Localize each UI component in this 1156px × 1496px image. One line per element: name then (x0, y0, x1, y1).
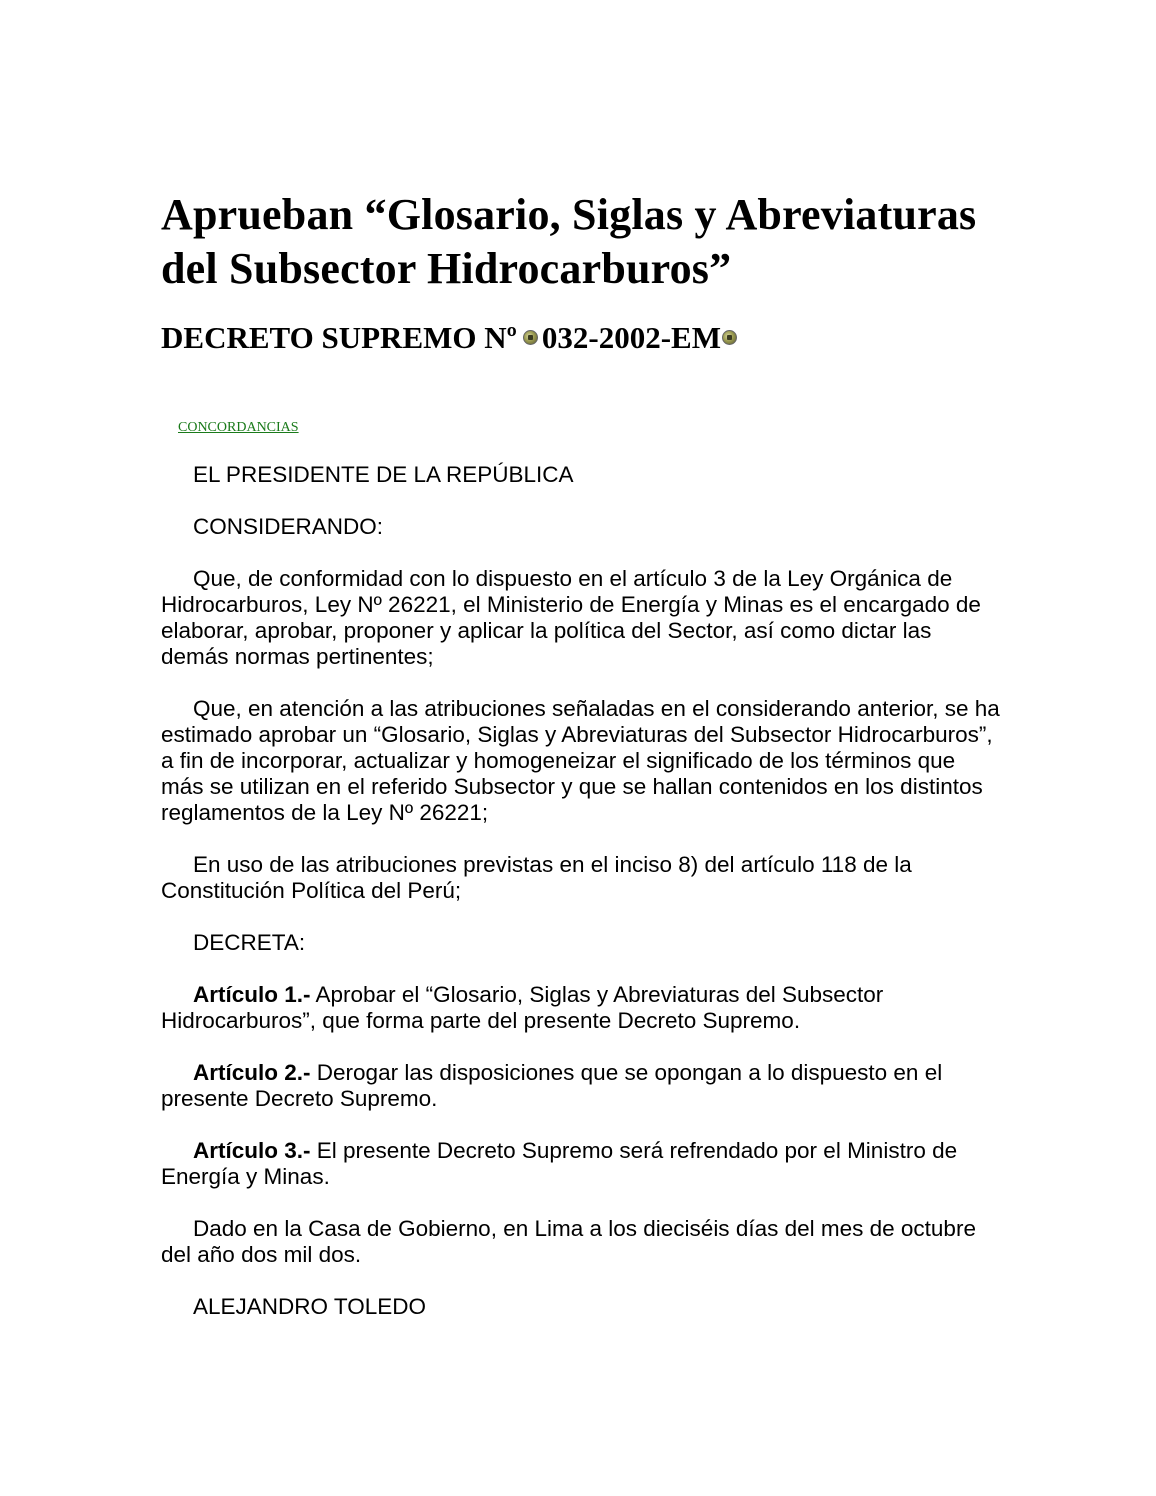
considerando-paragraph-3: En uso de las atribuciones previstas en el inciso 8) del artículo 118 de la Constitución Política del Perú; (161, 852, 912, 903)
article-label: Artículo 2.- (193, 1060, 311, 1085)
article-text: Aprobar el “Glosario, Siglas y Abreviaturas del Subsector Hidrocarburos”, que forma parte del presente Decreto Supremo. (161, 982, 884, 1033)
decree-number: 032-2002-EM (541, 320, 721, 355)
article-1 (161, 982, 1001, 1034)
article-text: Derogar las disposiciones que se opongan a lo dispuesto en el presente Decreto Supremo. (161, 1060, 943, 1111)
document-marker-icon (523, 330, 538, 345)
president-heading: EL PRESIDENTE DE LA REPÚBLICA (193, 462, 574, 487)
signatory: ALEJANDRO TOLEDO (193, 1294, 426, 1319)
decree-heading (161, 318, 737, 358)
concordancias-link[interactable]: CONCORDANCIAS (178, 420, 299, 435)
considerando-heading: CONSIDERANDO: (193, 514, 384, 539)
document-marker-icon (722, 330, 737, 345)
article-3 (161, 1138, 1001, 1190)
considerando-paragraph-1: Que, de conformidad con lo dispuesto en el artículo 3 de la Ley Orgánica de Hidrocarburos, Ley Nº 26221, el Ministerio de Energía y Minas es el encargado de elaborar, aprobar, proponer y aplicar la política del Sector, así como dictar las demás normas pertinentes; (161, 566, 981, 669)
article-text: El presente Decreto Supremo será refrendado por el Ministro de Energía y Minas. (161, 1138, 958, 1189)
document-body (161, 462, 1001, 1346)
article-2 (161, 1060, 1001, 1112)
document-title: Aprueban “Glosario, Siglas y Abreviaturas del Subsector Hidrocarburos” (161, 190, 977, 293)
considerando-paragraph-2: Que, en atención a las atribuciones señaladas en el considerando anterior, se ha estimado aprobar un “Glosario, Siglas y Abreviaturas del Subsector Hidrocarburos”, a fin de incorporar, actualizar y homogeneizar el significado de los términos que más se utilizan en el referido Subsector y que se hallan contenidos en los distintos reglamentos de la Ley Nº 26221; (161, 696, 1000, 825)
decree-prefix: DECRETO SUPREMO Nº (161, 320, 517, 355)
closing-paragraph: Dado en la Casa de Gobierno, en Lima a los dieciséis días del mes de octubre del año dos mil dos. (161, 1216, 976, 1267)
decreta-heading: DECRETA: (193, 930, 306, 955)
article-label: Artículo 1.- (193, 982, 311, 1007)
article-label: Artículo 3.- (193, 1138, 311, 1163)
